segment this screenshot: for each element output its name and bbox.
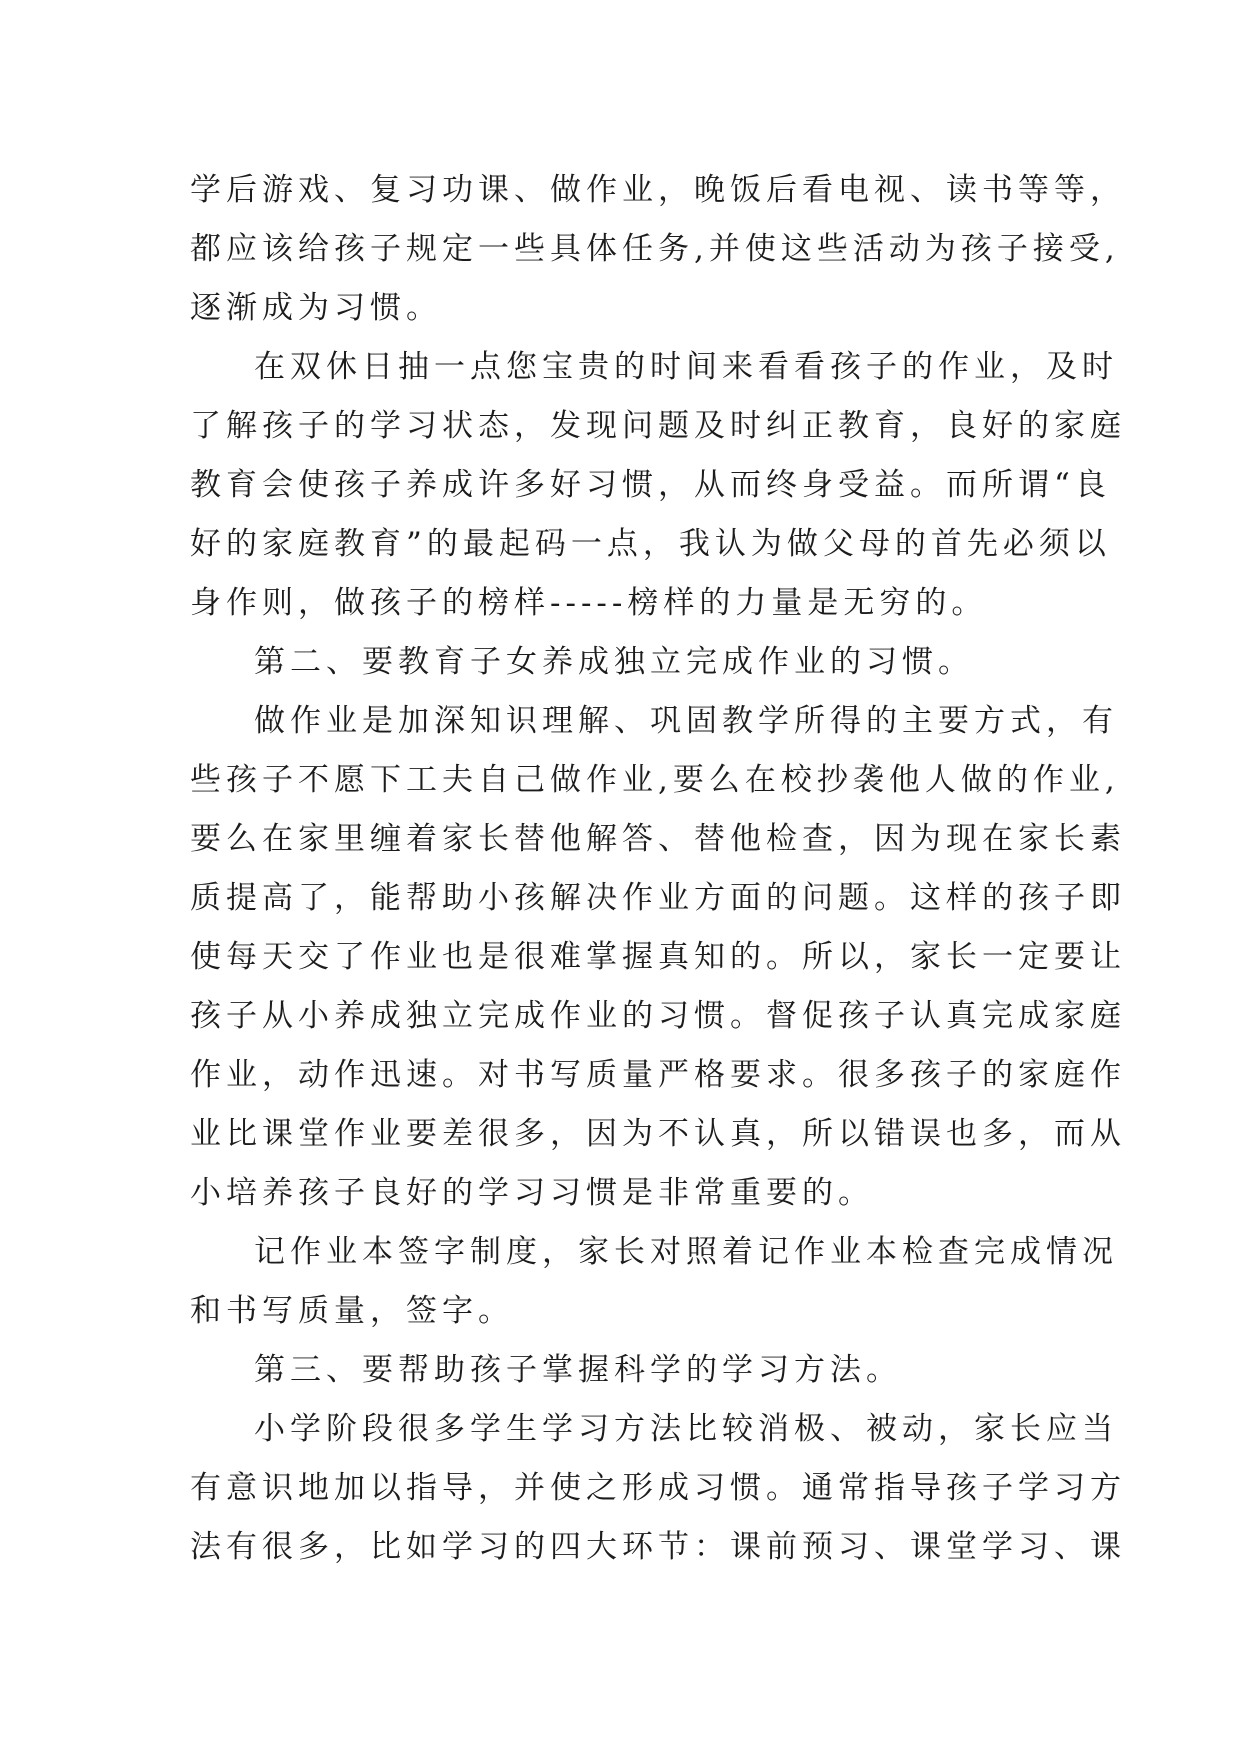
paragraph-first-line: 小学阶段很多学生学习方法比较消极、被动，家长应当 (254, 1411, 1118, 1447)
section-heading: 第二、要教育子女养成独立完成作业的习惯。 (254, 644, 974, 680)
paragraph-first-line: 做作业是加深知识理解、巩固教学所得的主要方式，有 (254, 703, 1118, 739)
text-line: 要么在家里缠着家长替他解答、替他检查，因为现在家长素 (190, 821, 1126, 857)
text-line: 些孩子不愿下工夫自己做作业,要么在校抄袭他人做的作业, (190, 762, 1120, 798)
text-line: 了解孩子的学习状态，发现问题及时纠正教育，良好的家庭 (190, 408, 1126, 444)
text-line: 教育会使孩子养成许多好习惯，从而终身受益。而所谓“良 (190, 467, 1111, 503)
text-line: 业比课堂作业要差很多，因为不认真，所以错误也多，而从 (190, 1116, 1126, 1152)
text-line: 作业，动作迅速。对书写质量严格要求。很多孩子的家庭作 (190, 1057, 1126, 1093)
section-heading: 第三、要帮助孩子掌握科学的学习方法。 (254, 1352, 902, 1388)
paragraph-first-line: 记作业本签字制度，家长对照着记作业本检查完成情况 (254, 1234, 1118, 1270)
text-line: 小培养孩子良好的学习习惯是非常重要的。 (190, 1175, 874, 1211)
text-line: 使每天交了作业也是很难掌握真知的。所以，家长一定要让 (190, 939, 1126, 975)
text-line: 逐渐成为习惯。 (190, 290, 442, 326)
text-line: 和书写质量，签字。 (190, 1293, 514, 1329)
paragraph-first-line: 在双休日抽一点您宝贵的时间来看看孩子的作业，及时 (254, 349, 1118, 385)
text-line: 孩子从小养成独立完成作业的习惯。督促孩子认真完成家庭 (190, 998, 1126, 1034)
text-line: 都应该给孩子规定一些具体任务,并使这些活动为孩子接受, (190, 231, 1120, 267)
text-line: 质提高了，能帮助小孩解决作业方面的问题。这样的孩子即 (190, 880, 1126, 916)
text-line: 法有很多，比如学习的四大环节：课前预习、课堂学习、课 (190, 1529, 1126, 1565)
text-line: 好的家庭教育”的最起码一点，我认为做父母的首先必须以 (190, 526, 1111, 562)
text-line: 学后游戏、复习功课、做作业，晚饭后看电视、读书等等， (190, 172, 1126, 208)
text-line: 有意识地加以指导，并使之形成习惯。通常指导孩子学习方 (190, 1470, 1126, 1506)
body-text (190, 161, 1126, 1577)
text-line: 身作则，做孩子的榜样-----榜样的力量是无穷的。 (190, 585, 988, 621)
